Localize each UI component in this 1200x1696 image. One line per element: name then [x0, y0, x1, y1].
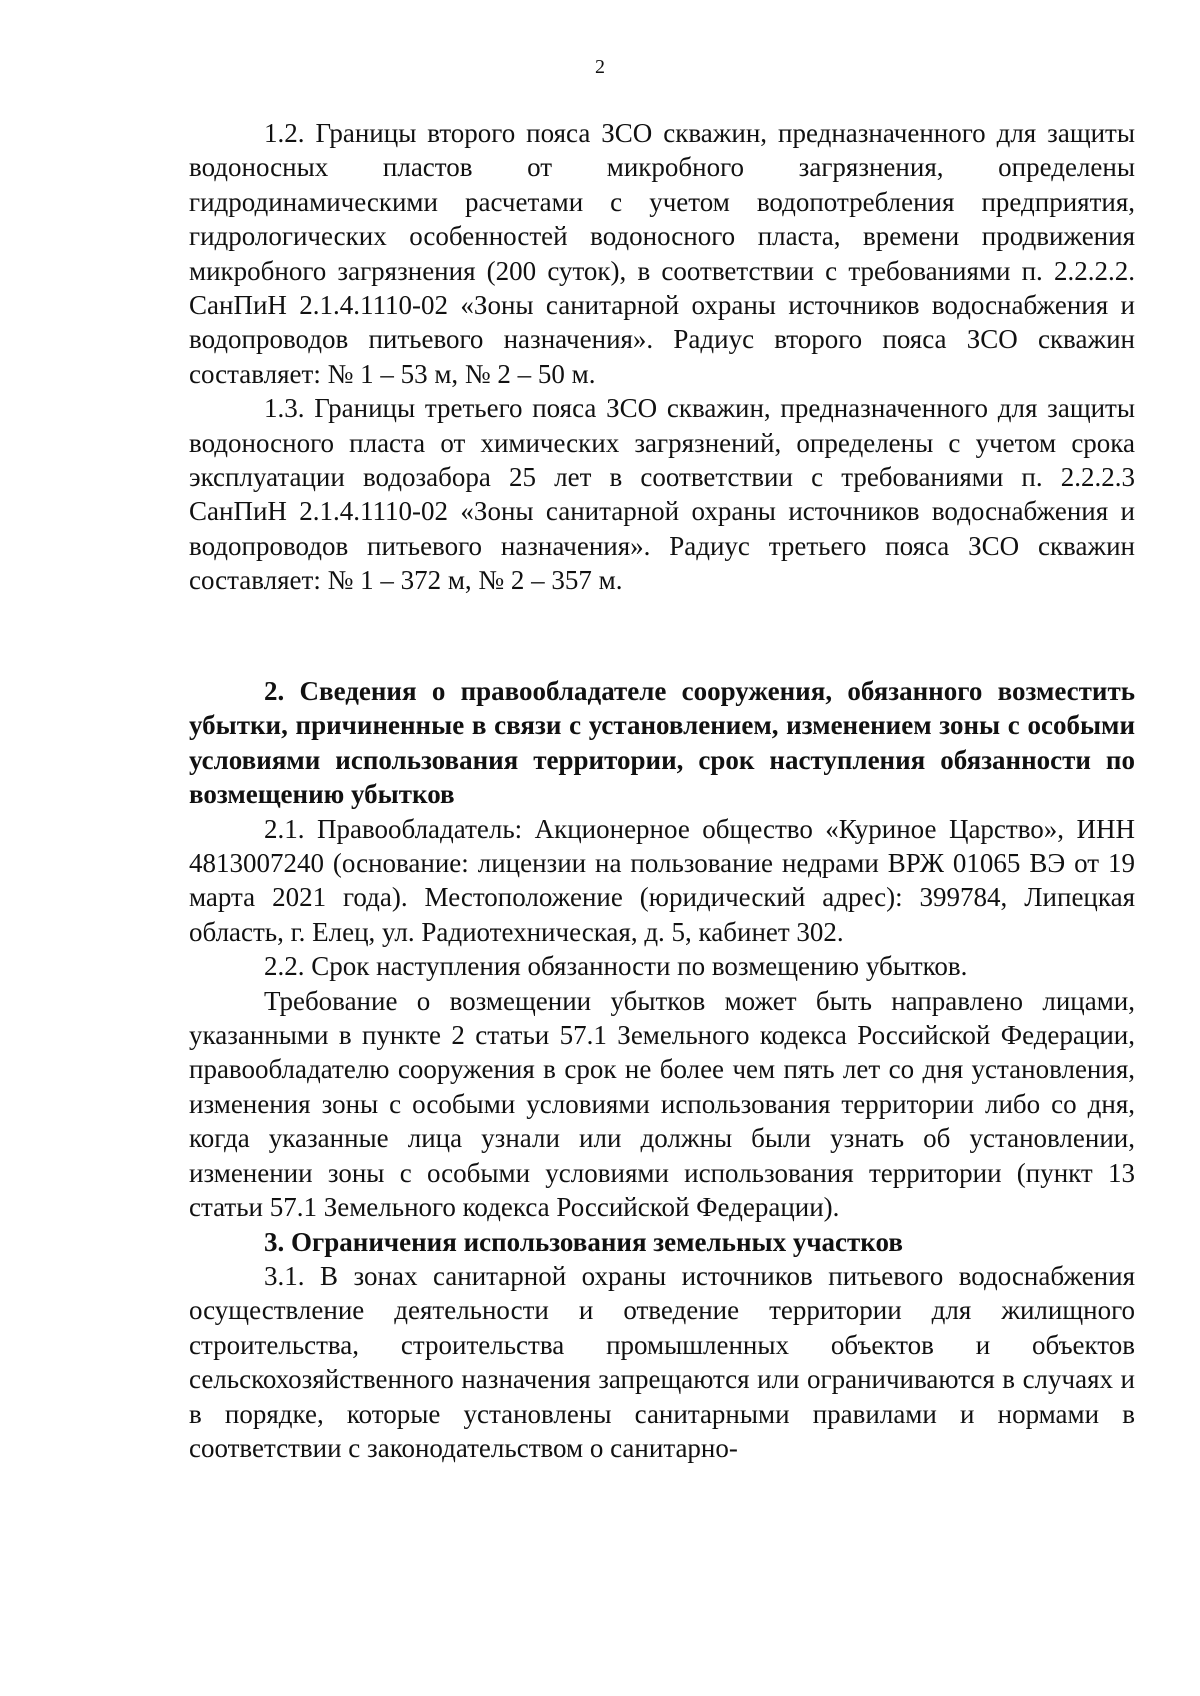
section-2-heading: 2. Сведения о правообладателе сооружения, обязанного возместить убытки, причиненные в связи с установлением, изменением зоны с особыми условиями использования территории, срок наступления обязанности по возмещению убытков	[189, 676, 1135, 810]
paragraph-1-3: 1.3. Границы третьего пояса ЗСО скважин, предназначенного для защиты водоносного пласта от химических загрязнений, определены с учетом срока эксплуатации водозабора 25 лет в соответствии с требованиями п. 2.2.2.3 СанПиН 2.1.4.1110-02 «Зоны санитарной охраны источников водоснабжения и водопроводов питьевого назначения». Радиус третьего пояса ЗСО скважин составляет: № 1 – 372 м, № 2 – 357 м.	[189, 393, 1135, 596]
paragraph-2-2: 2.2. Срок наступления обязанности по возмещению убытков.	[264, 951, 968, 982]
section-2-3-body	[189, 674, 1135, 1465]
section-1-body	[189, 116, 1135, 598]
paragraph-2-requirement: Требование о возмещении убытков может быть направлено лицами, указанными в пункте 2 статьи 57.1 Земельного кодекса Российской Федерации, правообладателю сооружения в срок не более чем пять лет со дня установления, изменения зоны с особыми условиями использования территории либо со дня, когда указанные лица узнали или должны были узнать об установлении, изменении зоны с особыми условиями использования территории (пункт 13 статьи 57.1 Земельного кодекса Российской Федерации).	[189, 985, 1135, 1223]
paragraph-1-2: 1.2. Границы второго пояса ЗСО скважин, предназначенного для защиты водоносных пластов от микробного загрязнения, определены гидродинамическими расчетами с учетом водопотребления предприятия, гидрологических особенностей водоносного пласта, времени продвижения микробного загрязнения (200 суток), в соответствии с требованиями п. 2.2.2.2. СанПиН 2.1.4.1110-02 «Зоны санитарной охраны источников водоснабжения и водопроводов питьевого назначения». Радиус второго пояса ЗСО скважин составляет: № 1 – 53 м, № 2 – 50 м.	[189, 118, 1135, 389]
page-number: 2	[595, 56, 605, 78]
paragraph-3-1: 3.1. В зонах санитарной охраны источников питьевого водоснабжения осуществление деятельности и отведение территории для жилищного строительства, строительства промышленных объектов и объектов сельскохозяйственного назначения запрещаются или ограничиваются в случаях и в порядке, которые установлены санитарными правилами и нормами в соответствии с законодательством о санитарно-	[189, 1260, 1135, 1463]
section-3-heading: 3. Ограничения использования земельных участков	[264, 1226, 903, 1257]
paragraph-2-1: 2.1. Правообладатель: Акционерное общество «Куриное Царство», ИНН 4813007240 (основание: лицензии на пользование недрами ВРЖ 01065 ВЭ от 19 марта 2021 года). Местоположение (юридический адрес): 399784, Липецкая область, г. Елец, ул. Радиотехническая, д. 5, кабинет 302.	[189, 813, 1135, 947]
